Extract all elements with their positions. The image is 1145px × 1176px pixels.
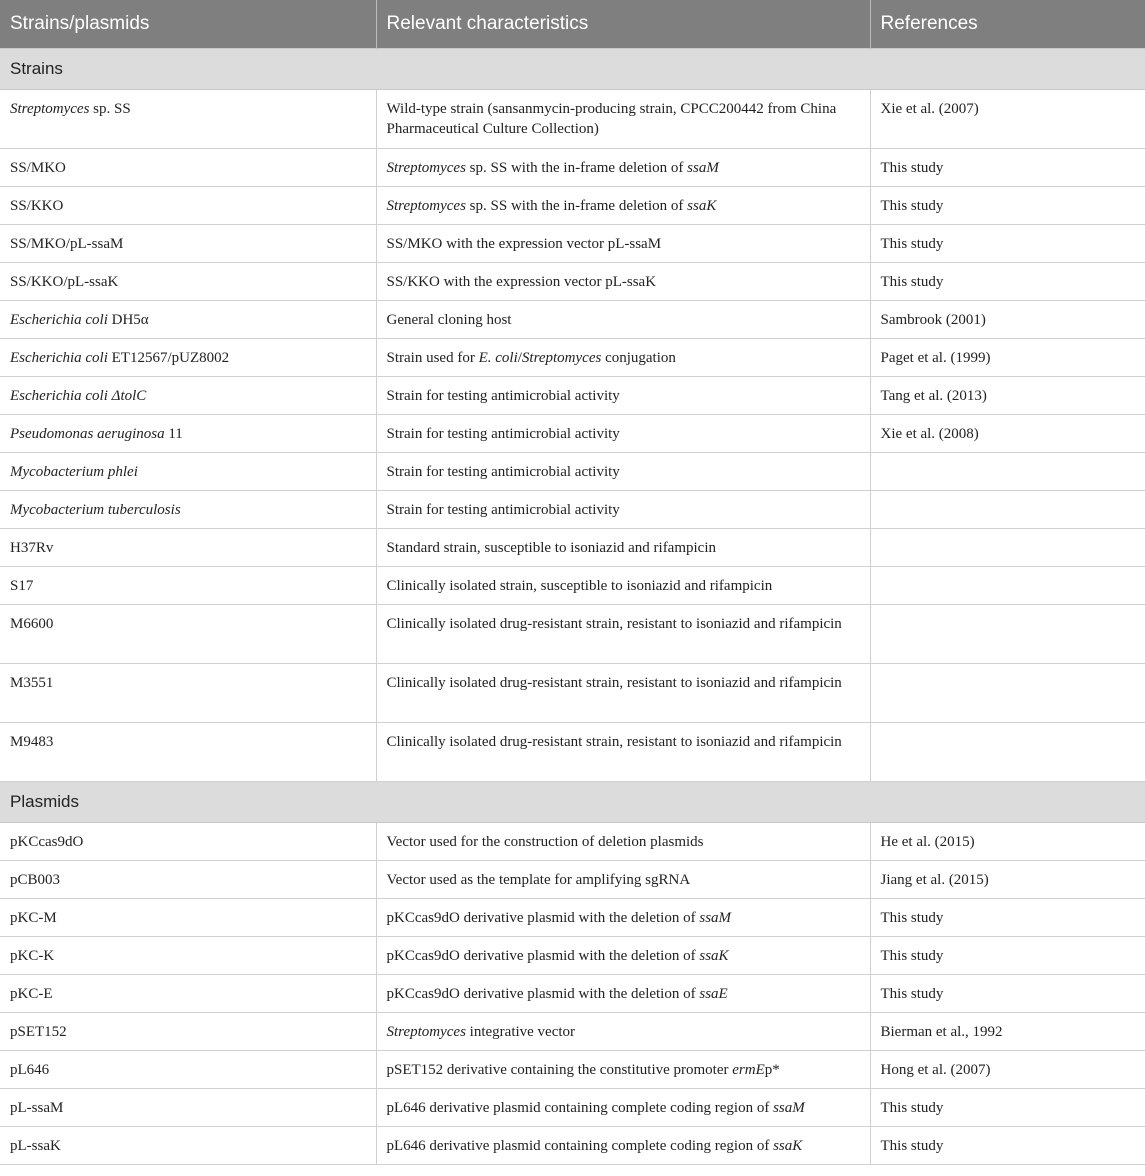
cell-reference: Jiang et al. (2015) — [870, 860, 1145, 898]
cell-strain-plasmid — [0, 663, 376, 722]
cell-text-segment: conjugation — [601, 349, 676, 366]
cell-strain-plasmid — [0, 1088, 376, 1126]
header-relevant-characteristics: Relevant characteristics — [376, 0, 870, 48]
cell-text-segment: ssaM — [687, 159, 719, 176]
cell-strain-plasmid — [0, 604, 376, 663]
cell-strain-plasmid — [0, 974, 376, 1012]
cell-text-segment: ssaM — [699, 909, 732, 926]
cell-text-segment: SS/MKO/pL-ssaM — [10, 235, 124, 252]
cell-characteristics — [376, 224, 870, 262]
cell-strain-plasmid — [0, 1126, 376, 1164]
section-row-plasmids — [0, 781, 1145, 822]
cell-text-segment: Standard strain, susceptible to isoniazid and rifampicin — [386, 539, 717, 556]
table-row — [0, 936, 1145, 974]
cell-text-segment: SS/KKO/pL-ssaK — [10, 273, 119, 290]
cell-strain-plasmid — [0, 262, 376, 300]
table-row — [0, 148, 1145, 186]
cell-text-segment: ssaM — [773, 1099, 805, 1116]
cell-strain-plasmid — [0, 89, 376, 148]
cell-text-segment: Strain for testing antimicrobial activity — [386, 387, 620, 404]
cell-strain-plasmid — [0, 300, 376, 338]
table-row — [0, 186, 1145, 224]
cell-text-segment: / — [517, 349, 522, 366]
cell-characteristics — [376, 1050, 870, 1088]
cell-characteristics — [376, 936, 870, 974]
cell-text-segment: ssaK — [699, 947, 729, 964]
section-title: Strains — [0, 48, 1145, 89]
cell-characteristics — [376, 898, 870, 936]
cell-reference: This study — [870, 224, 1145, 262]
cell-text-segment: Vector used as the template for amplifying sgRNA — [386, 871, 691, 888]
cell-characteristics — [376, 338, 870, 376]
table-row — [0, 452, 1145, 490]
cell-text-segment: Escherichia coli — [10, 311, 108, 328]
cell-reference: Paget et al. (1999) — [870, 338, 1145, 376]
header-strains-plasmids: Strains/plasmids — [0, 0, 376, 48]
cell-strain-plasmid — [0, 452, 376, 490]
cell-text-segment: Clinically isolated strain, susceptible to isoniazid and rifampicin — [386, 577, 773, 594]
table-row — [0, 89, 1145, 148]
cell-reference: This study — [870, 898, 1145, 936]
cell-text-segment: M3551 — [10, 674, 54, 691]
cell-text-segment: sp. SS with the in-frame deletion of — [465, 159, 688, 176]
cell-characteristics — [376, 604, 870, 663]
cell-text-segment: Wild-type strain (sansanmycin-producing strain, CPCC200442 from China Pharmaceutical Culture Collection) — [386, 100, 837, 137]
cell-reference: This study — [870, 1126, 1145, 1164]
cell-text-segment: sp. SS with the in-frame deletion of — [465, 197, 688, 214]
cell-strain-plasmid — [0, 224, 376, 262]
cell-text-segment: E. coli — [478, 349, 518, 366]
table-row — [0, 566, 1145, 604]
section-row-strains — [0, 48, 1145, 89]
cell-text-segment: pKCcas9dO — [10, 833, 84, 850]
cell-text-segment: DH5α — [107, 311, 149, 328]
cell-text-segment: Strain used for — [386, 349, 479, 366]
cell-reference: He et al. (2015) — [870, 822, 1145, 860]
cell-characteristics — [376, 262, 870, 300]
table-row — [0, 528, 1145, 566]
table-row — [0, 224, 1145, 262]
cell-reference — [870, 722, 1145, 781]
cell-text-segment: SS/MKO with the expression vector pL-ssaM — [386, 235, 662, 252]
cell-characteristics — [376, 663, 870, 722]
cell-text-segment: pL646 derivative plasmid containing complete coding region of — [386, 1099, 774, 1116]
table-row — [0, 376, 1145, 414]
table-row — [0, 490, 1145, 528]
table-row — [0, 663, 1145, 722]
cell-reference — [870, 528, 1145, 566]
cell-characteristics — [376, 490, 870, 528]
cell-strain-plasmid — [0, 186, 376, 224]
cell-reference: This study — [870, 262, 1145, 300]
cell-text-segment: Clinically isolated drug-resistant strain, resistant to isoniazid and rifampicin — [386, 615, 842, 632]
cell-text-segment: Clinically isolated drug-resistant strain, resistant to isoniazid and rifampicin — [386, 674, 842, 691]
table-row — [0, 262, 1145, 300]
cell-text-segment: Streptomyces — [521, 349, 602, 366]
cell-characteristics — [376, 860, 870, 898]
cell-reference: Hong et al. (2007) — [870, 1050, 1145, 1088]
header-references: References — [870, 0, 1145, 48]
cell-text-segment: pL646 — [10, 1061, 50, 1078]
cell-characteristics — [376, 148, 870, 186]
cell-strain-plasmid — [0, 338, 376, 376]
table-row — [0, 974, 1145, 1012]
cell-characteristics — [376, 89, 870, 148]
cell-reference: This study — [870, 186, 1145, 224]
table-row — [0, 1126, 1145, 1164]
cell-strain-plasmid — [0, 566, 376, 604]
cell-reference: Bierman et al., 1992 — [870, 1012, 1145, 1050]
cell-reference: This study — [870, 936, 1145, 974]
cell-text-segment: pCB003 — [10, 871, 61, 888]
cell-reference — [870, 604, 1145, 663]
cell-strain-plasmid — [0, 822, 376, 860]
cell-strain-plasmid — [0, 936, 376, 974]
cell-text-segment: SS/MKO — [10, 159, 66, 176]
table-row — [0, 722, 1145, 781]
cell-reference — [870, 490, 1145, 528]
cell-reference: This study — [870, 974, 1145, 1012]
cell-text-segment: S17 — [10, 577, 34, 594]
cell-text-segment: M6600 — [10, 615, 54, 632]
cell-characteristics — [376, 186, 870, 224]
cell-text-segment: sp. SS — [89, 100, 131, 117]
cell-characteristics — [376, 1012, 870, 1050]
cell-text-segment: Escherichia coli — [10, 349, 108, 366]
cell-text-segment: SS/KKO with the expression vector pL-ssaK — [386, 273, 657, 290]
table-row — [0, 300, 1145, 338]
cell-text-segment: pL-ssaM — [10, 1099, 64, 1116]
cell-text-segment: Strain for testing antimicrobial activity — [386, 463, 620, 480]
cell-text-segment: H37Rv — [10, 539, 54, 556]
cell-text-segment: Pseudomonas aeruginosa — [10, 425, 165, 442]
cell-text-segment: pSET152 — [10, 1023, 67, 1040]
table-row — [0, 898, 1145, 936]
cell-text-segment: Vector used for the construction of deletion plasmids — [386, 833, 704, 850]
table-row — [0, 414, 1145, 452]
cell-characteristics — [376, 452, 870, 490]
cell-strain-plasmid — [0, 414, 376, 452]
cell-characteristics — [376, 414, 870, 452]
cell-text-segment: Streptomyces — [10, 100, 90, 117]
cell-reference — [870, 452, 1145, 490]
cell-characteristics — [376, 300, 870, 338]
cell-text-segment: Strain for testing antimicrobial activity — [386, 425, 620, 442]
cell-text-segment: pKC-M — [10, 909, 57, 926]
cell-text-segment: Escherichia coli ΔtolC — [10, 387, 147, 404]
cell-strain-plasmid — [0, 376, 376, 414]
cell-text-segment: Streptomyces — [386, 1023, 466, 1040]
cell-text-segment: General cloning host — [386, 311, 512, 328]
cell-strain-plasmid — [0, 490, 376, 528]
cell-strain-plasmid — [0, 1050, 376, 1088]
cell-text-segment: ssaE — [699, 985, 728, 1002]
cell-text-segment: SS/KKO — [10, 197, 64, 214]
cell-text-segment: pKC-K — [10, 947, 55, 964]
cell-text-segment: pKCcas9dO derivative plasmid with the deletion of — [386, 947, 700, 964]
cell-text-segment: ssaK — [687, 197, 717, 214]
cell-reference: Xie et al. (2007) — [870, 89, 1145, 148]
cell-text-segment: Streptomyces — [386, 159, 466, 176]
cell-strain-plasmid — [0, 860, 376, 898]
cell-characteristics — [376, 376, 870, 414]
cell-reference: This study — [870, 1088, 1145, 1126]
cell-characteristics — [376, 528, 870, 566]
cell-text-segment: p* — [764, 1061, 780, 1078]
table-row — [0, 1012, 1145, 1050]
cell-characteristics — [376, 1088, 870, 1126]
cell-characteristics — [376, 722, 870, 781]
cell-text-segment: pKCcas9dO derivative plasmid with the deletion of — [386, 985, 700, 1002]
cell-text-segment: Strain for testing antimicrobial activity — [386, 501, 620, 518]
cell-text-segment: Clinically isolated drug-resistant strain, resistant to isoniazid and rifampicin — [386, 733, 842, 750]
table-row — [0, 1050, 1145, 1088]
cell-text-segment: 11 — [164, 425, 183, 442]
cell-reference — [870, 566, 1145, 604]
cell-text-segment: Mycobacterium tuberculosis — [10, 501, 181, 518]
cell-text-segment: ssaK — [773, 1137, 803, 1154]
table-header — [0, 0, 1145, 48]
cell-text-segment: pL646 derivative plasmid containing complete coding region of — [386, 1137, 774, 1154]
cell-strain-plasmid — [0, 1012, 376, 1050]
cell-text-segment: integrative vector — [465, 1023, 576, 1040]
cell-reference: This study — [870, 148, 1145, 186]
cell-strain-plasmid — [0, 528, 376, 566]
cell-reference: Xie et al. (2008) — [870, 414, 1145, 452]
cell-text-segment: pSET152 derivative containing the constitutive promoter — [386, 1061, 733, 1078]
cell-text-segment: M9483 — [10, 733, 54, 750]
table-row — [0, 822, 1145, 860]
cell-text-segment: Mycobacterium phlei — [10, 463, 138, 480]
cell-characteristics — [376, 822, 870, 860]
cell-reference: Sambrook (2001) — [870, 300, 1145, 338]
table-row — [0, 860, 1145, 898]
cell-strain-plasmid — [0, 898, 376, 936]
cell-text-segment: pKCcas9dO derivative plasmid with the deletion of — [386, 909, 700, 926]
cell-text-segment: pL-ssaK — [10, 1137, 61, 1154]
cell-characteristics — [376, 1126, 870, 1164]
cell-text-segment: pKC-E — [10, 985, 53, 1002]
table-row — [0, 604, 1145, 663]
cell-reference: Tang et al. (2013) — [870, 376, 1145, 414]
cell-text-segment: ermE — [732, 1061, 765, 1078]
cell-text-segment: ET12567/pUZ8002 — [107, 349, 230, 366]
table-row — [0, 1088, 1145, 1126]
section-title: Plasmids — [0, 781, 1145, 822]
cell-text-segment: Streptomyces — [386, 197, 466, 214]
cell-strain-plasmid — [0, 722, 376, 781]
table-body — [0, 48, 1145, 1164]
cell-strain-plasmid — [0, 148, 376, 186]
table-row — [0, 338, 1145, 376]
cell-characteristics — [376, 974, 870, 1012]
cell-characteristics — [376, 566, 870, 604]
cell-reference — [870, 663, 1145, 722]
